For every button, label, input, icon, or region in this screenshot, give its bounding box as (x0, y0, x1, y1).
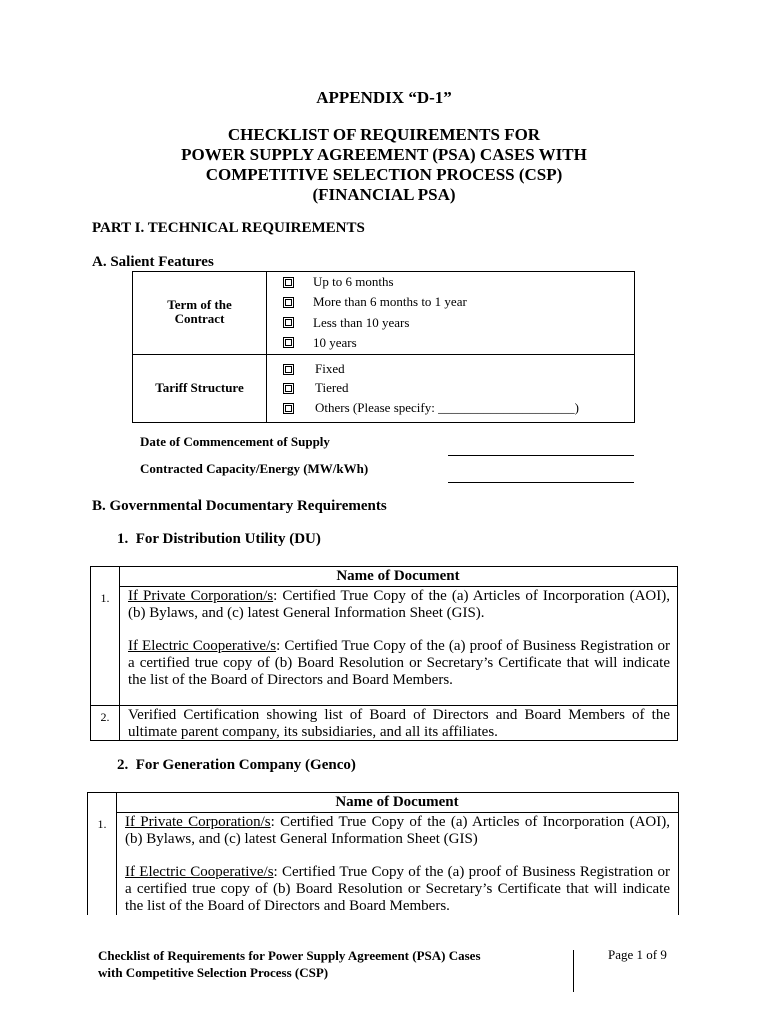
date-commencement-label: Date of Commencement of Supply (140, 434, 330, 449)
page-number: Page 1 of 9 (608, 947, 667, 962)
term-option-3: Less than 10 years (313, 315, 410, 330)
contracted-capacity-label: Contracted Capacity/Energy (MW/kWh) (140, 461, 369, 476)
tariff-checkbox-3[interactable] (283, 403, 294, 414)
term-label-line-1: Term of the (167, 297, 232, 312)
tariff-checkbox-1[interactable] (283, 364, 294, 375)
genco-column-header: Name of Document (116, 793, 678, 813)
term-option-2: More than 6 months to 1 year (313, 294, 467, 309)
tariff-option-2: Tiered (315, 380, 349, 395)
du-document-table (90, 566, 678, 741)
term-checkbox-3[interactable] (283, 317, 294, 328)
genco-row-1-number: 1. (97, 817, 107, 831)
tariff-option-1: Fixed (315, 361, 345, 376)
tariff-checkbox-2[interactable] (283, 383, 294, 394)
du-column-header: Name of Document (119, 567, 677, 587)
footer-title-line-2: with Competitive Selection Process (CSP) (98, 965, 329, 980)
term-option-4: 10 years (313, 335, 357, 350)
du-heading: 1. For Distribution Utility (DU) (117, 531, 321, 547)
term-option-1: Up to 6 months (313, 274, 394, 289)
du-row-1-number: 1. (100, 591, 110, 605)
document-title-line-1: CHECKLIST OF REQUIREMENTS FOR (227, 125, 541, 144)
tariff-option-3: Others (Please specify: _____________________) (315, 400, 579, 415)
genco-row-1-private-corp: If Private Corporation/s: Certified True Copy of the (a) Articles of Incorporation (AOI), (b) Bylaws, and (c) latest General Information Sheet (GIS) (125, 814, 670, 847)
du-row-2-text: Verified Certification showing list of Board of Directors and Board Members of the ultimate parent company, its subsidiaries, and all its affiliates. (128, 707, 670, 740)
tariff-label: Tariff Structure (155, 380, 244, 395)
term-checkbox-2[interactable] (283, 297, 294, 308)
term-label-line-2: Contract (174, 311, 225, 326)
term-checkbox-4[interactable] (283, 337, 294, 348)
document-title-line-4: (FINANCIAL PSA) (312, 185, 456, 204)
term-checkbox-1[interactable] (283, 277, 294, 288)
appendix-title: APPENDIX “D-1” (316, 88, 452, 107)
section-b-heading: B. Governmental Documentary Requirements (92, 498, 387, 514)
contracted-capacity-field[interactable] (448, 482, 634, 483)
genco-row-1-electric-coop: If Electric Cooperative/s: Certified True Copy of the (a) proof of Business Registration or a certified true copy of (b) Board Resolution or Secretary’s Certificate that will indicate the list of the Board of Directors and Board Members. (125, 864, 670, 914)
document-title-line-3: COMPETITIVE SELECTION PROCESS (CSP) (205, 165, 563, 184)
du-row-1-electric-coop: If Electric Cooperative/s: Certified True Copy of the (a) proof of Business Registration or a certified true copy of (b) Board Resolution or Secretary’s Certificate that will indicate the list of the Board of Directors and Board Members. (128, 638, 671, 688)
footer-title-line-1: Checklist of Requirements for Power Supply Agreement (PSA) Cases (98, 948, 481, 963)
du-row-2-number: 2. (100, 710, 110, 724)
footer-separator (573, 950, 574, 992)
salient-features-heading: A. Salient Features (92, 254, 214, 270)
document-title-line-2: POWER SUPPLY AGREEMENT (PSA) CASES WITH (181, 145, 587, 164)
genco-document-table (87, 792, 679, 915)
date-commencement-field[interactable] (448, 455, 634, 456)
part1-heading: PART I. TECHNICAL REQUIREMENTS (92, 220, 365, 236)
genco-heading: 2. For Generation Company (Genco) (117, 757, 356, 773)
salient-features-table (132, 271, 635, 423)
du-row-1-private-corp: If Private Corporation/s: Certified True Copy of the (a) Articles of Incorporation (AOI), (b) Bylaws, and (c) latest General Information Sheet (GIS). (128, 588, 670, 621)
